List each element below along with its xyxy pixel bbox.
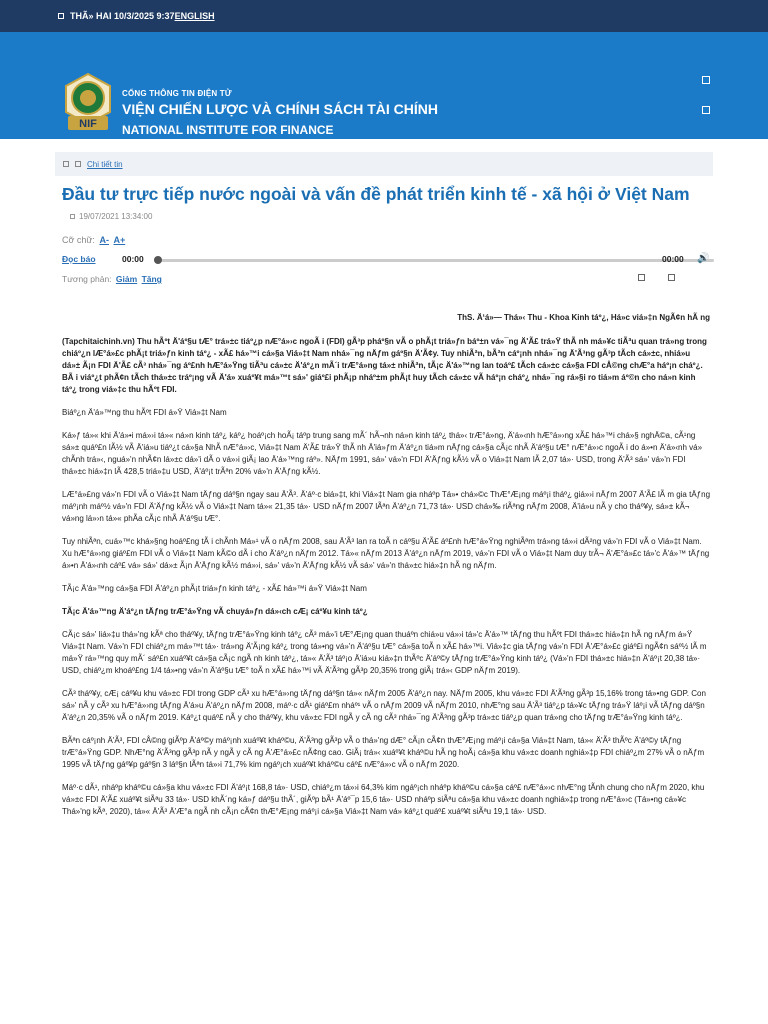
article-title: Đầu tư trực tiếp nước ngoài và vấn đề phát triển kinh tế - xã hội ở Việt Nam: [62, 184, 690, 204]
article-paragraph: CÃ¡c sá»' liá»‡u thá»'ng kÃª cho tháº¥y, tÄƒng trÆ°á»Ÿng kinh táº¿ cÃ³ má»'i tÆ°Æ¡ng quan thuáºn chiá»u vá»›i tá»'c Ä'á»™ tÄƒng thu hÃºt FDI thá»±c hiá»‡n hÃ ng nÄƒm á»Ÿ Viá»‡t Nam. Vá»'n FDI chiáº¿m má»™t tá»· trá»ng Ä'Ã¡ng káº¿ trong tá»•ng vá»'n Ä'áº§u tÆ° cá»§a toÃ n xÃ£ há»™i. Viá»‡c gia tÄƒng vá»'n FDI Ä'Æ°á»£c giáº£i ngÃ¢n sáº½ lÃ m má»Ÿ rá»™ng quy mÃ´ sáº£n xuáº¥t cá»§a cÃ¡c ngÃ nh kinh táº¿, tá»« Ä'Ã³ táº¡o Ä'iá»u kiá»‡n thÃºc Ä'áº©y tÄƒng trÆ°á»Ÿng kinh táº¿ (Vá»'n FDI thá»±c hiá»‡n Ä'áº¡t 20,38 tá»· USD, chiáº¿m khoáº£ng 1/4 tá»•ng vá»'n Ä'áº§u tÆ° toÃ n xÃ£ há»™i vÃ Ä'Ã³ng gÃ³p 20,35% trong giÃ¡ trá»‹ GDP nÄƒm 2019).: [62, 630, 707, 675]
article-paragraph: BÃªn cáº¡nh Ä'Ã³, FDI cÅ©ng giÃºp Ä'áº©y máº¡nh xuáº¥t kháº©u, Ä'Ã³ng gÃ³p vÃ o thá»'ng dÆ° cÃ¡n cÃ¢n thÆ°Æ¡ng máº¡i cá»§a Viá»‡t Nam, tá»« Ä'Ã³ thÃºc Ä'áº©y tÄƒng trÆ°á»Ÿng GDP. NhÆ°ng Ä'Ã³ng gÃ³p nÃ y ngÃ y cÃ ng Ä'Æ°á»£c nÃ¢ng cao. GiÃ¡ trá»‹ xuáº¥t kháº©u hÃ ng hoÃ¡ cá»§a khu vá»±c doanh nghiá»‡p FDI chiáº¿m 27% vÃ o nÄƒm 1995 vÃ tÄƒng gáº¥p gáº§n 3 láº§n lÃªn tá»›i 71,7% kim ngáº¡ch xuáº¥t kháº©u cáº£ nÆ°á»›c vÃ o nÄƒm 2020.: [62, 736, 705, 769]
article-paragraph: Máº·c dÃ¹, nháºp kháº©u cá»§a khu vá»±c FDI Ä'áº¡t 168,8 tá»· USD, chiáº¿m tá»›i 64,3% kim ngáº¡ch nháºp kháº©u cá»§a cáº£ nÆ°á»›c nhÆ°ng tÃnh chung cho nÄƒm 2020, khu vá»±c FDI Ä'Ã£ xuáº¥t siÃªu 33 tá»· USD khÃ´ng ká»ƒ dáº§u thÃ´, giÃºp bÃ¹ Ä'áº¯p 15,6 tá»· USD nháºp siÃªu cá»§a khu vá»±c doanh nghiá»‡p trong nÆ°á»›c (Tá»•ng cá»¥c Thá»'ng kÃª, 2020), tá»« Ä'Ã³ Ä'Æ°a ngÃ nh cÃ¡n cÃ¢n thÆ°Æ¡ng máº¡i cá»§a Viá»‡t Nam vá» káº¿t quáº£ xuáº¥t siÃªu 19,1 tá»· USD.: [62, 783, 705, 816]
english-link[interactable]: ENGLISH: [174, 11, 215, 21]
font-increase-button[interactable]: A+: [113, 235, 126, 245]
article-author: ThS. Ä‘á»— Thá»‹ Thu - Khoa Kinh táº¿, Há»c viá»‡n NgÃ¢n hÃ ng: [457, 313, 710, 322]
print-icon[interactable]: [638, 274, 645, 281]
font-size-control: [62, 235, 125, 245]
article-date: [70, 212, 152, 221]
contrast-increase-button[interactable]: Tăng: [141, 274, 162, 284]
article-paragraph: Ká»ƒ tá»« khi Ä'á»•i má»›i tá»« ná»n kinh táº¿ káº¿ hoáº¡ch hoÃ¡ táºp trung sang mÃ´ hÃ¬nh ná»n kinh táº¿ thá»‹ trÆ°á»ng, Ä'á»‹nh hÆ°á»›ng xÃ£ há»™i chá»§ nghÄ©a, cÃ¹ng sá»± quáº£n lÃ½ vÃ Ä'iá»u tiáº¿t cá»§a NhÃ nÆ°á»›c, Viá»‡t Nam Ä'Ã£ trá»Ÿ thÃ nh Ä'iá»ƒm Ä'áº¿n tiá»m nÄƒng cá»§a cÃ¡c nhÃ Ä'áº§u tÆ° nÆ°á»›c ngoÃ i do á»•n Ä'á»‹nh vá» chÃnh trá»‹, nguá»'n nhÃ¢n lá»±c dá»'i dÃ o vá»›i giÃ¡ lao Ä'á»™ng ráº». NÄƒm 1991, sá»' vá»'n FDI Ä'Äƒng kÃ½ vÃ o Viá»‡t Nam lÃ 2,07 tá»· USD, trong Ä'Ã³ sá»' vá»'n FDI thá»±c hiá»‡n lÃ 428,5 triá»‡u USD, Ä'áº¡t trÃªn 20% vá»'n Ä'Äƒng kÃ½.: [62, 431, 703, 476]
menu-icon[interactable]: [702, 106, 710, 114]
audio-player: [62, 254, 712, 266]
logo-text: NIF: [79, 118, 97, 130]
top-bar: [0, 0, 768, 32]
volume-icon[interactable]: 🔊: [697, 253, 710, 264]
breadcrumb: [55, 152, 713, 176]
article-lead: (Tapchitaichinh.vn) Thu hÃºt Ä'áº§u tÆ° trá»±c tiáº¿p nÆ°á»›c ngoÃ i (FDI) gÃ³p pháº§n vÃ o phÃ¡t triá»ƒn báº±n vá»¯ng Ä'Ã£ trá»Ÿ thÃ nh má»¥c tiÃªu quan trá»ng trong chiáº¿n lÆ°á»£c phÃ¡t triá»ƒn kinh táº¿ - xÃ£ há»™i cá»§a Viá»‡t Nam nhá»¯ng nÄƒm gáº§n Ä'Ã¢y. Tuy nhiÃªn, bÃªn cáº¡nh nhá»¯ng Ä'Ã³ng gÃ³p tÃch cá»±c, nhiá»u dá»± Ã¡n FDI Ä'Ã£ cÃ³ nhá»¯ng áº£nh hÆ°á»Ÿng tiÃªu cá»±c Ä'áº¿n mÃ´i trÆ°á»ng tá»± nhiÃªn, tÃ¡c Ä'á»™ng lan toáº£ tÃch cá»±c cá»§a FDI cÅ©ng chÆ°a háº¡n cháº¿. BÃ i viáº¿t phÃ¢n tÃch thá»±c tráº¡ng vÃ Ä'á» xuáº¥t má»™t sá»' giáº£i phÃ¡p nháº±m phÃ¡t huy tÃch cá»±c vÃ háº¡n cháº¿ nhá»¯ng rá»§i ro tiá»m áº©n cho ná»n kinh táº¿ trong viá»‡c thu hÃºt FDI.: [62, 337, 707, 394]
site-header: [0, 32, 768, 139]
clock-icon: [70, 214, 75, 219]
article-paragraph: LÆ°á»£ng vá»'n FDI vÃ o Viá»‡t Nam tÄƒng dáº§n ngay sau Ä'Ã³. Ä'áº·c biá»‡t, khi Viá»‡t Nam gia nháºp Tá»• chá»©c ThÆ°Æ¡ng máº¡i tháº¿ giá»›i nÄƒm 2007 Ä'Ã£ lÃ m gia tÄƒng máº¡nh máº½ vá»'n FDI Ä'Äƒng kÃ½ vÃ o Viá»‡t Nam tá»« 21,35 tá»· USD nÄƒm 2007 lÃªn Ä'áº¿n 71,73 tá»· USD chá»‰ riÃªng nÄƒm 2008, Ä'iá»u nÃ y cho tháº¥y, sá»± kÃ¬ vá»ng lá»›n tá»« phÃa cÃ¡c nhÃ Ä'áº§u tÆ°.: [62, 490, 711, 523]
section-heading: TÃ¡c Ä'á»™ng cá»§a FDI Ä'áº¿n phÃ¡t triá»ƒn kinh táº¿ - xÃ£ há»™i á»Ÿ Viá»‡t Nam: [62, 584, 367, 593]
contrast-label: Tương phản:: [62, 274, 112, 284]
org-name-vn: VIỆN CHIẾN LƯỢC VÀ CHÍNH SÁCH TÀI CHÍNH: [122, 101, 439, 117]
audio-progress-handle[interactable]: [154, 256, 162, 264]
contrast-decrease-button[interactable]: Giảm: [115, 274, 138, 284]
article-paragraph: Tuy nhiÃªn, cuá»™c khá»§ng hoáº£ng tÃ i chÃnh Má»¹ vÃ o nÄƒm 2008, sau Ä'Ã³ lan ra toÃ n cáº§u Ä'Ã£ áº£nh hÆ°á»Ÿng nghiÃªm trá»ng tá»›i dÃ²ng vá»'n FDI vÃ o Viá»‡t Nam. Xu hÆ°á»›ng giáº£m FDI vÃ o Viá»‡t Nam kÃ©o dÃ i cho Ä'áº¿n nÄƒm 2012. Tá»« nÄƒm 2013 Ä'áº¿n nÄƒm 2019, vá»'n FDI vÃ o Viá»‡t Nam duy trÃ¬ Ä'Æ°á»£c tá»'c Ä'á»™ tÄƒng á»•n Ä'á»‹nh cáº£ vá» sá»' dá»± Ã¡n Ä'Äƒng kÃ½ má»›i, sá»' vá»'n Ä'Äƒng kÃ½ vÃ sá»' vá»'n thá»±c hiá»‡n hÃ ng nÄƒm.: [62, 537, 710, 570]
article-paragraph: CÃ³ tháº¥y, cÆ¡ cáº¥u khu vá»±c FDI trong GDP cÃ³ xu hÆ°á»›ng tÄƒng dáº§n tá»« nÄƒm 2005 Ä'áº¿n nay. NÄƒm 2005, khu vá»±c FDI Ä'Ã³ng gÃ³p 15,16% trong tá»•ng GDP. Con sá»' nÃ y cÃ³ xu hÆ°á»›ng tÄƒng Ä'á»u Ä'áº¿n nÄƒm 2008, máº·c dÃ¹ giáº£m nháº¹ vÃ o nÄƒm 2009 vÃ nÄƒm 2010, nhÆ°ng sau Ä'Ã³ tiáº¿p tá»¥c tÄƒng trá»Ÿ láº¡i vÃ tÄƒng dáº§n Ä'áº¿n 20,35% vÃ o nÄƒm 2019. Káº¿t quáº£ nÃ y cho tháº¥y, khu vá»±c FDI ngÃ y cÃ ng cÃ³ nhá»¯ng Ä'Ã³ng gÃ³p trá»±c tiáº¿p quan trá»ng cho tÄƒng trÆ°á»Ÿng kinh táº¿.: [62, 689, 706, 722]
breadcrumb-item-detail[interactable]: Chi tiết tin: [87, 159, 123, 169]
home-icon[interactable]: [63, 161, 69, 167]
current-date: THÃ» HAI 10/3/2025 9:37: [70, 11, 175, 21]
section-heading: Biáº¿n Ä'á»™ng thu hÃºt FDI á»Ÿ Viá»‡t Nam: [62, 408, 227, 417]
read-aloud-button[interactable]: Đọc báo: [62, 254, 96, 264]
org-name-en: NATIONAL INSTITUTE FOR FINANCE: [122, 123, 334, 137]
nif-logo[interactable]: [62, 72, 114, 134]
font-decrease-button[interactable]: A-: [99, 235, 109, 245]
audio-current-time: 00:00: [122, 254, 144, 264]
contrast-control: [62, 274, 712, 284]
font-size-label: Cỡ chữ:: [62, 235, 95, 245]
article-date-value: 19/07/2021 13:34:00: [79, 212, 153, 221]
subsection-heading: TÃ¡c Ä'á»™ng Ä'áº¿n tÄƒng trÆ°á»Ÿng vÃ chuyá»ƒn dá»‹ch cÆ¡ cáº¥u kinh táº¿: [62, 607, 368, 616]
portal-label: CỔNG THÔNG TIN ĐIỆN TỬ: [122, 89, 232, 98]
chevron-right-icon: [75, 161, 81, 167]
calendar-icon: [58, 13, 64, 19]
audio-progress-track[interactable]: [154, 259, 714, 262]
audio-total-time: 00:00: [662, 254, 684, 264]
share-icon[interactable]: [668, 274, 675, 281]
search-icon[interactable]: [702, 76, 710, 84]
article-body: [62, 312, 710, 829]
